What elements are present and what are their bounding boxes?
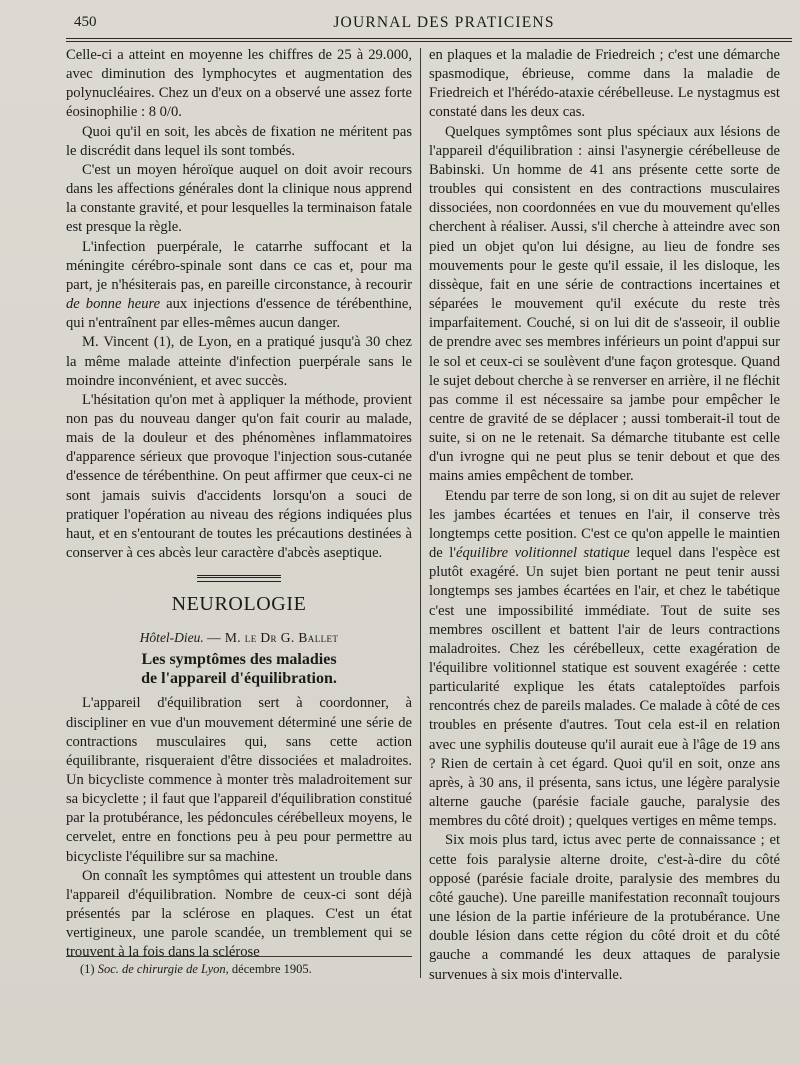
- paragraph-text: lequel dans l'espèce est plutôt exagéré. Un sujet bien portant ne peut tenir aussi longtemps ses jambes écartées en l'air, et chez le tabétique c'est une impossibilité immédiate. Tout de suite ses membres oscillent et battent l'air de leurs contractions maladroites. Chez les cérébelleux, cette exagération de l'équilibre volitionnel statique est souvent exagérée : cette particularité explique les états cataleptoïdes parfois rencontrés chez de pareils malades. Ce malade à côté de ces troubles en présente d'autres. Tout cela est-il en relation avec une syphilis douteuse qu'il aurait eue à l'âge de 19 ans ? Rien de certain à cet égard. Quoi qu'il en soit, onze ans après, à 30 ans, il présenta, sans ictus, une légère paralysie alterne gauche (parésie faciale gauche, paralysie des membres du côté droit) ; quelques vertiges en même temps.: [429, 545, 780, 830]
- left-column: [66, 46, 412, 963]
- byline: [66, 628, 412, 647]
- byline-place: Hôtel-Dieu.: [139, 630, 204, 646]
- footnote-marker: (1): [80, 962, 95, 976]
- emphasis-text: équilibre volitionnel statique: [455, 545, 630, 562]
- paragraph: Six mois plus tard, ictus avec perte de connaissance ; et cette fois paralysie alterne droite, c'est-à-dire du côté opposé (parésie faciale droite, paralysie des membres du côté gauche). Une pareille manifestation reconnaît toujours une lésion de la partie inférieure de la protubérance. Une double lésion dans cette région du côté droit et du côté gauche a commandé les deux attaques de paralysie survenues à six mois d'intervalle.: [429, 832, 780, 983]
- article-title: [66, 650, 412, 688]
- article-title-line: Les symptômes des maladies: [141, 651, 337, 669]
- paragraph: [429, 487, 780, 832]
- paragraph: [66, 238, 412, 334]
- footnote: [80, 962, 410, 977]
- paragraph: en plaques et la maladie de Friedreich ; c'est une démarche spasmodique, ébrieuse, comme dans la maladie de Friedreich et l'hérédo-ataxie cérébelleuse. Le nystagmus est constaté dans les deux cas.: [429, 47, 780, 121]
- header-rule: [66, 38, 792, 42]
- right-column: [429, 46, 780, 985]
- paragraph: Quelques symptômes sont plus spéciaux aux lésions de l'appareil d'équilibration : ainsi l'asynergie cérébelleuse de Babinski. Un homme de 41 ans présente cette sorte de troubles qui consistent en des contractions musculaires dissociées, non coordonnées en vue du mouvement qu'elles cherchent à réaliser. Aussi, s'il cherche à atteindre avec son pied un objet qu'on lui désigne, au lieu de fondre ses mouvements pour le geste qu'il essaie, il les disloque, les dissèque, fait en une série de contractions incertaines et séparées le mouvement qu'il exécute du reste très imparfaitement. Couché, si on lui dit de s'asseoir, il oublie de prendre avec ses membres inférieurs un point d'appui sur le sol et ceux-ci se soulèvent d'une façon grotesque. Quand le sujet debout cherche à se renverser en arrière, il ne fléchit pas comme il est nécessaire sa jambe pour empêcher le centre de gravité de se déplacer ; aussi tomberait-il tout de suite, si on ne le retenait. Sa démarche titubante est celle d'un ivrogne qui ne peut plus se tenir debout et que des mains amies empêchent de tomber.: [429, 123, 780, 485]
- paragraph-text: L'infection puerpérale, le catarrhe suffocant et la méningite cérébro-spinale sont dans ce cas et, pour ma part, je n'hésiterais pas, en pareille circonstance, à recourir: [66, 238, 412, 293]
- journal-title: JOURNAL DES PRATICIENS: [333, 14, 555, 31]
- column-divider: [420, 48, 421, 978]
- paragraph: M. Vincent (1), de Lyon, en a pratiqué jusqu'à 30 chez la même malade atteinte d'infection puerpérale sans le moindre inconvénient, et avec succès.: [66, 334, 412, 389]
- paragraph: Quoi qu'il en soit, les abcès de fixation ne méritent pas le discrédit dans lequel ils sont tombés.: [66, 123, 412, 159]
- paragraph: L'appareil d'équilibration sert à coordonner, à discipliner en vue d'un mouvement déterminé une série de contractions musculaires qui, sans cette action équilibrante, risqueraient d'être dissociées et maladroites. Un bicycliste commence à monter très maladroitement sur sa bicyclette ; il faut que l'appareil d'équilibration constitué par la protubérance, les pédoncules cérébelleux moyens, le cervelet, entre en fonctions peu à peu pour permettre au bicycliste l'équilibre sur sa machine.: [66, 695, 412, 865]
- emphasis-text: de bonne heure: [66, 296, 161, 313]
- paragraph: L'hésitation qu'on met à appliquer la méthode, provient non pas du nouveau danger qu'on fait courir au malade, mais de la douleur et des phénomènes inflammatoires d'apparence sérieux que provoque l'injection sous-cutanée d'essence de térébenthine. On peut affirmer que ceux-ci ne sont jamais suivis d'accidents lorsqu'on a souci de pratiquer l'opération au niveau des régions indiquées plus haut, et en s'entourant de toutes les précautions destinées à conserver à ces abcès leur caractère d'abcès aseptique.: [66, 391, 412, 562]
- page-number: 450: [74, 14, 97, 30]
- footnote-rule: [66, 956, 412, 957]
- paragraph-text: Etendu par terre de son long, si on dit au sujet de relever les jambes écartées et tenues en l'air, il conserve très longtemps cette position. C'est ce qu'on appelle le maintien de l': [429, 487, 780, 562]
- byline-author: — M. le Dr G. Ballet: [207, 630, 339, 646]
- paragraph-text: aux injections d'essence de térébenthine, qui n'entraînent par elles-mêmes aucun danger.: [66, 296, 412, 332]
- footnote-source: Soc. de chirurgie de Lyon,: [97, 962, 229, 976]
- section-title: NEUROLOGIE: [171, 593, 307, 616]
- paragraph: Celle-ci a atteint en moyenne les chiffres de 25 à 29.000, avec diminution des lymphocytes et augmentation des polynucléaires. Chez un d'eux on a observé une assez forte éosinophilie : 8 0/0.: [66, 47, 412, 121]
- paragraph: On connaît les symptômes qui attestent un trouble dans l'appareil d'équilibration. Nombre de ceux-ci sont déjà présentés par la sclérose en plaques. C'est un état vertigineux, une parole scandée, un tremblement qui se trouvent à la fois dans la sclérose: [66, 867, 412, 961]
- running-header: [62, 12, 786, 38]
- section-ornament: [197, 575, 281, 582]
- paragraph: C'est un moyen héroïque auquel on doit avoir recours dans les affections générales dont la clinique nous apprend la constante gravité, et pour lesquelles la terminaison fatale est presque la règle.: [66, 161, 412, 236]
- footnote-date: décembre 1905.: [231, 962, 312, 976]
- article-title-line: de l'appareil d'équilibration.: [141, 670, 337, 688]
